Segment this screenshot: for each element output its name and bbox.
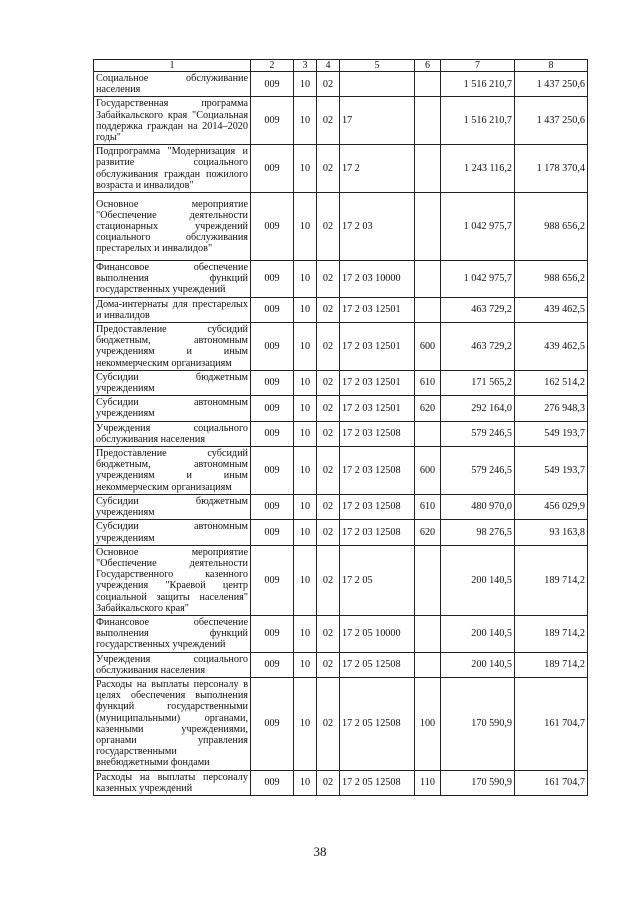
- amount-year-1-cell: 170 590,9: [441, 770, 515, 795]
- ministry-code-cell: 009: [251, 396, 294, 421]
- section-code-cell: 10: [294, 261, 317, 298]
- amount-year-2-cell: 988 656,2: [515, 261, 588, 298]
- target-article-cell: 17 2 03 12501: [340, 396, 415, 421]
- row-name-cell: Дома-интернаты для престарелых и инвалидов: [94, 297, 251, 322]
- subsection-code-cell: 02: [317, 193, 340, 261]
- row-name-cell: Предоставление субсидий бюджетным, автономным учреждениям и иным некоммерческим организациям: [94, 323, 251, 371]
- table-row: [94, 421, 588, 446]
- ministry-code-cell: 009: [251, 72, 294, 97]
- target-article-cell: [340, 72, 415, 97]
- section-code-cell: 10: [294, 421, 317, 446]
- section-code-cell: 10: [294, 652, 317, 677]
- ministry-code-cell: 009: [251, 545, 294, 615]
- table-row: [94, 323, 588, 371]
- target-article-cell: 17 2 03 12501: [340, 370, 415, 395]
- amount-year-2-cell: 1 437 250,6: [515, 72, 588, 97]
- amount-year-2-cell: 276 948,3: [515, 396, 588, 421]
- ministry-code-cell: 009: [251, 97, 294, 145]
- subsection-code-cell: 02: [317, 97, 340, 145]
- amount-year-2-cell: 189 714,2: [515, 652, 588, 677]
- header-col-2: 2: [251, 60, 294, 72]
- target-article-cell: 17 2 03 12508: [340, 421, 415, 446]
- table-row: [94, 145, 588, 193]
- section-code-cell: 10: [294, 97, 317, 145]
- row-name-cell: Расходы на выплаты персоналу казенных учреждений: [94, 770, 251, 795]
- ministry-code-cell: 009: [251, 145, 294, 193]
- amount-year-2-cell: 1 178 370,4: [515, 145, 588, 193]
- table-row: [94, 494, 588, 519]
- expense-type-cell: [415, 545, 441, 615]
- row-name-cell: Финансовое обеспечение выполнения функций государственных учреждений: [94, 615, 251, 652]
- row-name-cell: Предоставление субсидий бюджетным, автономным учреждениям и иным некоммерческим организациям: [94, 447, 251, 495]
- ministry-code-cell: 009: [251, 615, 294, 652]
- table-row: [94, 652, 588, 677]
- table-row: [94, 396, 588, 421]
- ministry-code-cell: 009: [251, 193, 294, 261]
- section-code-cell: 10: [294, 396, 317, 421]
- table-body: [94, 72, 588, 796]
- table-row: [94, 72, 588, 97]
- amount-year-1-cell: 1 042 975,7: [441, 193, 515, 261]
- row-name-cell: Финансовое обеспечение выполнения функций государственных учреждений: [94, 261, 251, 298]
- subsection-code-cell: 02: [317, 615, 340, 652]
- row-name-cell: Расходы на выплаты персоналу в целях обеспечения выполнения функций государственными (муниципальными) органами, казенными учреждениями, органами управления государственными внебюджетными фондами: [94, 677, 251, 770]
- amount-year-1-cell: 463 729,2: [441, 297, 515, 322]
- ministry-code-cell: 009: [251, 520, 294, 545]
- subsection-code-cell: 02: [317, 297, 340, 322]
- expense-type-cell: [415, 615, 441, 652]
- table-row: [94, 193, 588, 261]
- ministry-code-cell: 009: [251, 261, 294, 298]
- amount-year-1-cell: 200 140,5: [441, 545, 515, 615]
- ministry-code-cell: 009: [251, 323, 294, 371]
- row-name-cell: Основное мероприятие "Обеспечение деятельности Государственного казенного учреждения "Краевой центр социальной защиты населения" Забайкальского края": [94, 545, 251, 615]
- header-col-1: 1: [94, 60, 251, 72]
- header-col-7: 7: [441, 60, 515, 72]
- subsection-code-cell: 02: [317, 396, 340, 421]
- ministry-code-cell: 009: [251, 494, 294, 519]
- ministry-code-cell: 009: [251, 652, 294, 677]
- expense-type-cell: 620: [415, 520, 441, 545]
- subsection-code-cell: 02: [317, 520, 340, 545]
- amount-year-1-cell: 1 243 116,2: [441, 145, 515, 193]
- table-row: [94, 447, 588, 495]
- ministry-code-cell: 009: [251, 421, 294, 446]
- target-article-cell: 17 2 03 12508: [340, 520, 415, 545]
- expense-type-cell: [415, 652, 441, 677]
- subsection-code-cell: 02: [317, 323, 340, 371]
- expense-type-cell: [415, 145, 441, 193]
- target-article-cell: 17 2 03 12508: [340, 494, 415, 519]
- amount-year-1-cell: 98 276,5: [441, 520, 515, 545]
- ministry-code-cell: 009: [251, 447, 294, 495]
- row-name-cell: Подпрограмма "Модернизация и развитие социального обслуживания граждан пожилого возраста и инвалидов": [94, 145, 251, 193]
- ministry-code-cell: 009: [251, 677, 294, 770]
- section-code-cell: 10: [294, 520, 317, 545]
- section-code-cell: 10: [294, 72, 317, 97]
- target-article-cell: 17 2 03 12501: [340, 323, 415, 371]
- amount-year-1-cell: 200 140,5: [441, 615, 515, 652]
- target-article-cell: 17 2 03 12501: [340, 297, 415, 322]
- amount-year-1-cell: 1 516 210,7: [441, 97, 515, 145]
- page-number: 38: [313, 844, 327, 859]
- target-article-cell: 17 2 03: [340, 193, 415, 261]
- subsection-code-cell: 02: [317, 494, 340, 519]
- amount-year-1-cell: 579 246,5: [441, 447, 515, 495]
- header-col-5: 5: [340, 60, 415, 72]
- expense-type-cell: 100: [415, 677, 441, 770]
- subsection-code-cell: 02: [317, 145, 340, 193]
- subsection-code-cell: 02: [317, 677, 340, 770]
- row-name-cell: Государственная программа Забайкальского края "Социальная поддержка граждан на 2014–2020 годы": [94, 97, 251, 145]
- subsection-code-cell: 02: [317, 652, 340, 677]
- expense-type-cell: [415, 193, 441, 261]
- amount-year-2-cell: 1 437 250,6: [515, 97, 588, 145]
- amount-year-2-cell: 189 714,2: [515, 615, 588, 652]
- table-header: [94, 60, 588, 72]
- subsection-code-cell: 02: [317, 545, 340, 615]
- subsection-code-cell: 02: [317, 770, 340, 795]
- row-name-cell: Учреждения социального обслуживания населения: [94, 652, 251, 677]
- table-row: [94, 770, 588, 795]
- row-name-cell: Субсидии бюджетным учреждениям: [94, 370, 251, 395]
- amount-year-2-cell: 439 462,5: [515, 323, 588, 371]
- amount-year-1-cell: 170 590,9: [441, 677, 515, 770]
- target-article-cell: 17 2 03 10000: [340, 261, 415, 298]
- amount-year-2-cell: 549 193,7: [515, 421, 588, 446]
- target-article-cell: 17 2 05 12508: [340, 677, 415, 770]
- row-name-cell: Социальное обслуживание населения: [94, 72, 251, 97]
- target-article-cell: 17 2 03 12508: [340, 447, 415, 495]
- row-name-cell: Субсидии автономным учреждениям: [94, 396, 251, 421]
- amount-year-1-cell: 292 164,0: [441, 396, 515, 421]
- subsection-code-cell: 02: [317, 72, 340, 97]
- expense-type-cell: 610: [415, 494, 441, 519]
- table-row: [94, 97, 588, 145]
- target-article-cell: 17 2 05 10000: [340, 615, 415, 652]
- row-name-cell: Субсидии автономным учреждениям: [94, 520, 251, 545]
- target-article-cell: 17 2 05: [340, 545, 415, 615]
- expense-type-cell: 600: [415, 447, 441, 495]
- amount-year-1-cell: 463 729,2: [441, 323, 515, 371]
- section-code-cell: 10: [294, 297, 317, 322]
- expense-type-cell: [415, 421, 441, 446]
- expense-type-cell: [415, 72, 441, 97]
- amount-year-1-cell: 579 246,5: [441, 421, 515, 446]
- expense-type-cell: [415, 297, 441, 322]
- amount-year-1-cell: 480 970,0: [441, 494, 515, 519]
- expense-type-cell: 600: [415, 323, 441, 371]
- header-col-4: 4: [317, 60, 340, 72]
- ministry-code-cell: 009: [251, 370, 294, 395]
- amount-year-2-cell: 439 462,5: [515, 297, 588, 322]
- expense-type-cell: [415, 97, 441, 145]
- amount-year-2-cell: 162 514,2: [515, 370, 588, 395]
- table-row: [94, 297, 588, 322]
- expense-type-cell: 610: [415, 370, 441, 395]
- subsection-code-cell: 02: [317, 421, 340, 446]
- subsection-code-cell: 02: [317, 447, 340, 495]
- amount-year-1-cell: 171 565,2: [441, 370, 515, 395]
- table-row: [94, 615, 588, 652]
- amount-year-1-cell: 1 042 975,7: [441, 261, 515, 298]
- amount-year-2-cell: 549 193,7: [515, 447, 588, 495]
- section-code-cell: 10: [294, 545, 317, 615]
- section-code-cell: 10: [294, 145, 317, 193]
- section-code-cell: 10: [294, 370, 317, 395]
- target-article-cell: 17: [340, 97, 415, 145]
- subsection-code-cell: 02: [317, 370, 340, 395]
- amount-year-2-cell: 456 029,9: [515, 494, 588, 519]
- section-code-cell: 10: [294, 615, 317, 652]
- amount-year-1-cell: 1 516 210,7: [441, 72, 515, 97]
- target-article-cell: 17 2 05 12508: [340, 652, 415, 677]
- section-code-cell: 10: [294, 193, 317, 261]
- amount-year-2-cell: 93 163,8: [515, 520, 588, 545]
- ministry-code-cell: 009: [251, 770, 294, 795]
- section-code-cell: 10: [294, 494, 317, 519]
- table-row: [94, 545, 588, 615]
- expense-type-cell: [415, 261, 441, 298]
- target-article-cell: 17 2 05 12508: [340, 770, 415, 795]
- table-row: [94, 370, 588, 395]
- expense-type-cell: 620: [415, 396, 441, 421]
- expense-type-cell: 110: [415, 770, 441, 795]
- budget-table: [93, 59, 588, 796]
- ministry-code-cell: 009: [251, 297, 294, 322]
- amount-year-1-cell: 200 140,5: [441, 652, 515, 677]
- header-row: [94, 60, 588, 72]
- table-row: [94, 677, 588, 770]
- header-col-6: 6: [415, 60, 441, 72]
- target-article-cell: 17 2: [340, 145, 415, 193]
- section-code-cell: 10: [294, 323, 317, 371]
- amount-year-2-cell: 988 656,2: [515, 193, 588, 261]
- row-name-cell: Учреждения социального обслуживания населения: [94, 421, 251, 446]
- section-code-cell: 10: [294, 677, 317, 770]
- subsection-code-cell: 02: [317, 261, 340, 298]
- section-code-cell: 10: [294, 447, 317, 495]
- amount-year-2-cell: 161 704,7: [515, 770, 588, 795]
- row-name-cell: Субсидии бюджетным учреждениям: [94, 494, 251, 519]
- row-name-cell: Основное мероприятие "Обеспечение деятельности стационарных учреждений социального обслуживания престарелых и инвалидов": [94, 193, 251, 261]
- amount-year-2-cell: 161 704,7: [515, 677, 588, 770]
- table-row: [94, 261, 588, 298]
- header-col-3: 3: [294, 60, 317, 72]
- table-row: [94, 520, 588, 545]
- section-code-cell: 10: [294, 770, 317, 795]
- header-col-8: 8: [515, 60, 588, 72]
- amount-year-2-cell: 189 714,2: [515, 545, 588, 615]
